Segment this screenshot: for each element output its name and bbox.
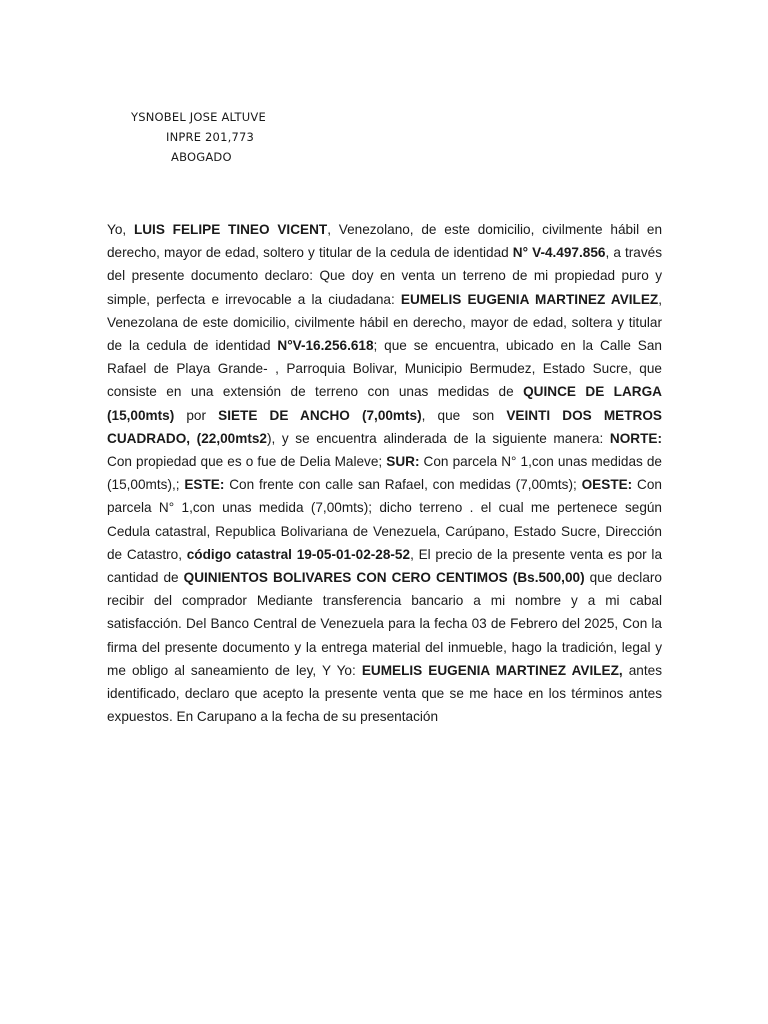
buyer-name-acceptance: EUMELIS EUGENIA MARTINEZ AVILEZ, [361,662,623,678]
text-run: Con parcela N° 1,con unas medida (7,00mts); dicho terreno . el cual me pertenece según Cedula catastral, Republica Bolivariana de Venezuela, Carúpano, Estado Sucre, Dirección de Catastro, [107,477,662,562]
text-run: por [174,407,219,423]
text-run: que declaro recibir del comprador Mediante transferencia bancario a mi nombre y a mi cabal satisfacción. Del Banco Central de Venezuela para la fecha 03 de Febrero del 2025, Con la firma del presente documento y la entrega material del inmueble, hago la tradición, legal y me obligo al saneamiento de ley, Y Yo: [107,570,662,678]
text-run: , Venezolana de este domicilio, civilmente hábil en derecho, mayor de edad, soltera y titular de la cedula de identidad [107,291,662,354]
text-run: Con frente con calle san Rafael, con medidas (7,00mts); [224,477,582,493]
text-run: , El precio de la presente venta es por la cantidad de [107,546,663,586]
boundary-west-label: OESTE: [581,477,633,493]
lawyer-role: ABOGADO [171,150,232,164]
boundary-east-label: ESTE: [184,477,225,493]
length-measure: QUINCE DE LARGA (15,00mts) [107,384,663,423]
cadastral-code: código catastral 19-05-01-02-28-52 [186,546,411,562]
seller-name: LUIS FELIPE TINEO VICENT [133,222,328,237]
text-run: Con propiedad que es o fue de Delia Maleve; [107,454,387,470]
sale-declaration-paragraph [107,218,662,728]
text-run: , que son [421,407,507,423]
text-run: ; que se encuentra, ubicado en la Calle San Rafael de Playa Grande- , Parroquia Bolivar, Municipio Bermudez, Estado Sucre, que consiste en una extensión de terreno con unas medidas de [107,338,662,400]
lawyer-name: YSNOBEL JOSE ALTUVE [131,110,266,124]
lawyer-inpre: INPRE 201,773 [166,130,254,144]
text-run: , Venezolano, de este domicilio, civilmente hábil en derecho, mayor de edad, soltero y titular de la cedula de identidad [107,222,662,261]
text-run: antes identificado, declaro que acepto la presente venta que se me hace en los términos antes expuestos. En Carupano a la fecha de su presentación [107,662,662,725]
text-run: Con parcela N° 1,con unas medidas de (15,00mts),; [107,454,662,493]
text-run: , a través del presente documento declaro: Que doy en venta un terreno de mi propiedad puro y simple, perfecta e irrevocable a la ciudadana: [107,245,662,307]
boundary-south-label: SUR: [386,454,420,470]
sale-price: QUINIENTOS BOLIVARES CON CERO CENTIMOS (Bs.500,00) [183,570,585,586]
buyer-name: EUMELIS EUGENIA MARTINEZ AVILEZ [400,291,659,307]
boundary-north-label: NORTE: [609,430,662,446]
width-measure: SIETE DE ANCHO (7,00mts) [218,407,422,423]
text-run: Yo, [107,222,134,237]
seller-id-number: N° V-4.497.856 [512,245,606,261]
text-run: ), y se encuentra alinderada de la siguiente manera: [266,430,610,446]
buyer-id-number: N°V-16.256.618 [277,338,374,354]
area-measure: VEINTI DOS METROS CUADRADO, (22,00mts2 [107,407,662,446]
